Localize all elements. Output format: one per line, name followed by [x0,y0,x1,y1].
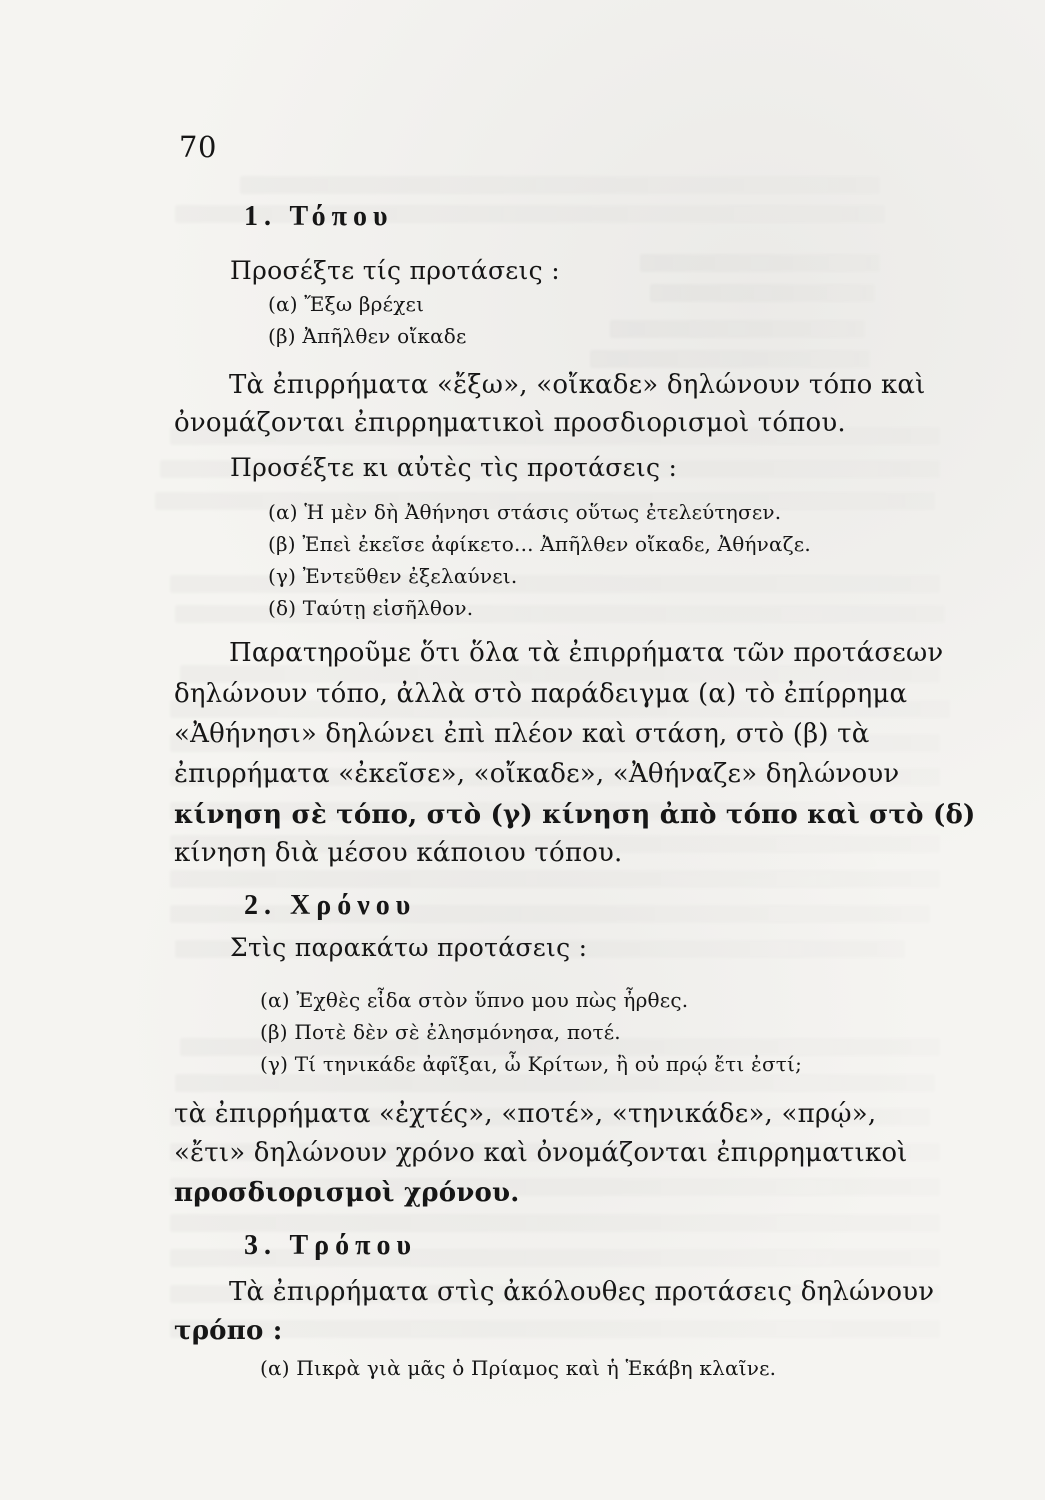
section-2-paragraph-line-1: τὰ ἐπιρρήματα «ἐχτές», «ποτέ», «τηνικάδε», «πρῴ», [174,1099,877,1129]
section-1-example2-b: (β) Ἐπεὶ ἐκεῖσε ἀφίκετο... Ἀπῆλθεν οἴκαδε, Ἀθήναζε. [268,532,811,556]
section-1-example-a: (α) Ἔξω βρέχει [268,292,425,316]
page-number: 70 [179,130,217,164]
section-1-example2-d: (δ) Ταύτῃ εἰσῆλθον. [268,596,474,620]
section-3-heading: 3. Τρόπου [244,1230,418,1261]
section-2-paragraph-line-2: «ἔτι» δηλώνουν χρόνο καὶ ὀνομάζονται ἐπιρρηματικοὶ [174,1138,908,1168]
section-1-paragraph2-line-3: «Ἀθήνησι» δηλώνει ἐπὶ πλέον καὶ στάση, στὸ (β) τὰ [174,719,870,749]
section-1-paragraph2-line-6: κίνηση διὰ μέσου κάποιου τόπου. [174,838,623,868]
section-1-intro: Προσέξτε τίς προτάσεις : [230,256,560,285]
section-1-example2-a: (α) Ἡ μὲν δὴ Ἀθήνησι στάσις οὕτως ἐτελεύτησεν. [268,500,782,524]
section-3-paragraph-line-2: τρόπο : [174,1316,283,1346]
section-3-paragraph-line-1: Τὰ ἐπιρρήματα στὶς ἀκόλουθες προτάσεις δηλώνουν [229,1277,935,1307]
section-3-example-a: (α) Πικρὰ γιὰ μᾶς ὁ Πρίαμος καὶ ἡ Ἑκάβη κλαῖνε. [260,1356,777,1380]
section-2-example-c: (γ) Τί τηνικάδε ἀφῖξαι, ὦ Κρίτων, ἢ οὐ πρῴ ἔτι ἐστί; [260,1052,803,1076]
section-1-paragraph-line-1: Τὰ ἐπιρρήματα «ἔξω», «οἴκαδε» δηλώνουν τόπο καὶ [229,370,926,400]
section-1-heading: 1. Τόπου [244,201,394,232]
section-1-paragraph-line-2: ὀνομάζονται ἐπιρρηματικοὶ προσδιορισμοὶ τόπου. [174,408,846,438]
section-1-intro-2: Προσέξτε κι αὐτὲς τὶς προτάσεις : [230,453,678,482]
section-2-example-b: (β) Ποτὲ δὲν σὲ ἐλησμόνησα, ποτέ. [260,1020,621,1044]
section-1-paragraph2-line-1: Παρατηροῦμε ὅτι ὅλα τὰ ἐπιρρήματα τῶν προτάσεων [229,638,944,668]
section-2-intro: Στὶς παρακάτω προτάσεις : [230,933,588,962]
section-1-paragraph2-line-4: ἐπιρρήματα «ἐκεῖσε», «οἴκαδε», «Ἀθήναζε» δηλώνουν [174,759,900,789]
section-1-paragraph2-line-2: δηλώνουν τόπο, ἀλλὰ στὸ παράδειγμα (α) τὸ ἐπίρρημα [174,679,908,709]
section-1-example-b: (β) Ἀπῆλθεν οἴκαδε [268,324,467,348]
section-1-paragraph2-line-5: κίνηση σὲ τόπο, στὸ (γ) κίνηση ἀπὸ τόπο καὶ στὸ (δ) [174,800,976,830]
section-1-example2-c: (γ) Ἐντεῦθεν ἐξελαύνει. [268,564,518,588]
section-2-heading: 2. Χρόνου [244,890,417,921]
section-2-paragraph-line-3: προσδιορισμοὶ χρόνου. [174,1178,520,1208]
section-2-example-a: (α) Ἐχθὲς εἶδα στὸν ὕπνο μου πὼς ἦρθες. [260,988,689,1012]
